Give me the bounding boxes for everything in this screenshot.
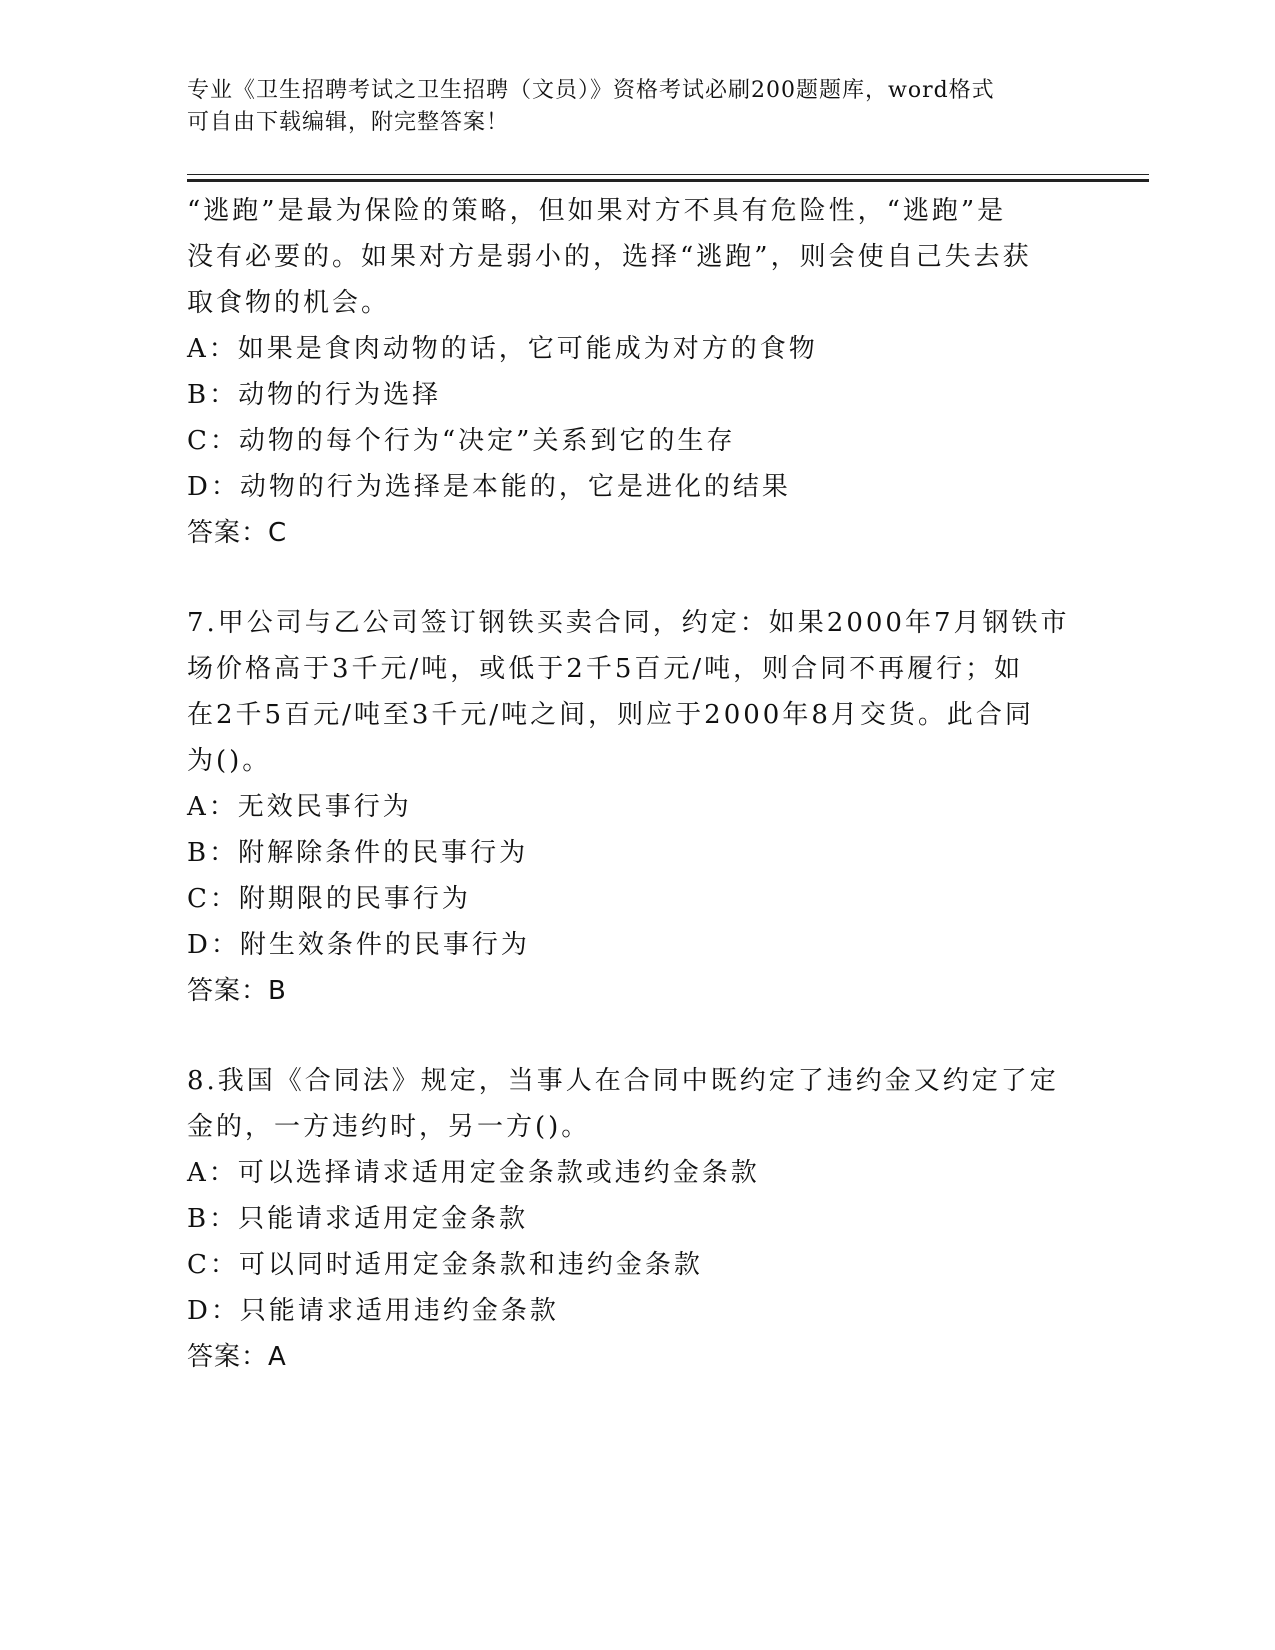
option-d: D：只能请求适用违约金条款	[187, 1296, 559, 1326]
question-stem-line: 在2千5百元/吨至3千元/吨之间，则应于2000年8月交货。此合同	[187, 700, 1034, 730]
question-8	[187, 1058, 1087, 1380]
document-header	[187, 75, 1067, 139]
answer-line: 答案：A	[187, 1342, 287, 1372]
question-stem-line: 7.甲公司与乙公司签订钢铁买卖合同，约定：如果2000年7月钢铁市	[187, 608, 1070, 638]
question-stem-line: “逃跑”是最为保险的策略，但如果对方不具有危险性，“逃跑”是	[187, 196, 1007, 226]
option-c: C：动物的每个行为“决定”关系到它的生存	[187, 426, 736, 456]
option-a: A：可以选择请求适用定金条款或违约金条款	[187, 1158, 760, 1188]
option-b: B：只能请求适用定金条款	[187, 1204, 529, 1234]
header-divider-thick	[187, 179, 1149, 182]
option-a: A：无效民事行为	[187, 792, 412, 822]
question-7	[187, 600, 1087, 1014]
option-c: C：可以同时适用定金条款和违约金条款	[187, 1250, 703, 1280]
option-a: A：如果是食肉动物的话，它可能成为对方的食物	[187, 334, 818, 364]
option-b: B：动物的行为选择	[187, 380, 442, 410]
question-stem-line: 8.我国《合同法》规定，当事人在合同中既约定了违约金又约定了定	[187, 1066, 1059, 1096]
question-6	[187, 188, 1087, 556]
question-stem-line: 为()。	[187, 746, 272, 776]
question-stem-line: 没有必要的。如果对方是弱小的，选择“逃跑”，则会使自己失去获	[187, 242, 1032, 272]
header-divider-thin	[187, 174, 1149, 175]
question-stem-line: 取食物的机会。	[187, 288, 391, 318]
answer-line: 答案：C	[187, 518, 288, 548]
option-c: C：附期限的民事行为	[187, 884, 471, 914]
option-d: D：动物的行为选择是本能的，它是进化的结果	[187, 472, 791, 502]
header-line-1: 专业《卫生招聘考试之卫生招聘（文员）》资格考试必刷200题题库，word格式	[187, 78, 995, 103]
question-stem-line: 场价格高于3千元/吨，或低于2千5百元/吨，则合同不再履行；如	[187, 654, 1024, 684]
question-content	[187, 188, 1087, 1380]
question-stem-line: 金的，一方违约时，另一方()。	[187, 1112, 591, 1142]
option-d: D：附生效条件的民事行为	[187, 930, 530, 960]
header-line-2: 可自由下载编辑，附完整答案！	[187, 110, 510, 135]
option-b: B：附解除条件的民事行为	[187, 838, 529, 868]
answer-line: 答案：B	[187, 976, 287, 1006]
